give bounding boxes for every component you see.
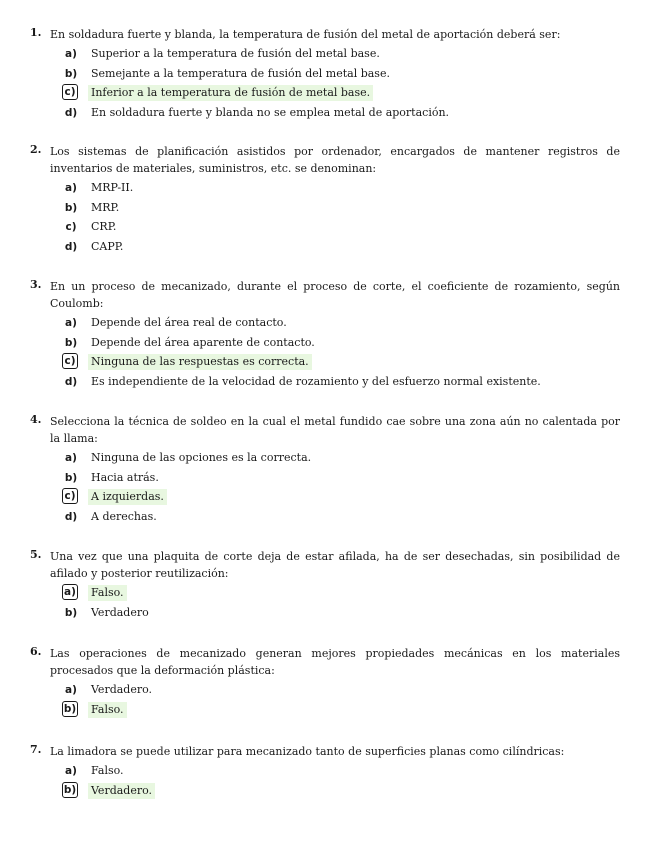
answer-option[interactable] [64,763,620,783]
option-text: MRP-II. [91,181,134,194]
answer-options [64,763,620,802]
question-number: 4. [30,413,42,426]
option-letter: a) [62,584,78,600]
option-letter: a) [65,452,77,464]
option-text: Ninguna de las respuestas es correcta. [88,354,312,370]
option-letter: c) [65,221,77,233]
option-letter: b) [63,783,77,796]
answer-option[interactable] [64,470,620,490]
option-letter: a) [65,182,77,194]
question-text: Selecciona la técnica de soldeo en la cual el metal fundido cae sobre una zona aún no calentada por la llama: [50,415,620,445]
option-text: Ninguna de las opciones es la correcta. [91,451,312,464]
answer-option[interactable] [64,105,620,125]
answer-option-correct[interactable] [64,783,620,803]
option-text: Depende del área aparente de contacto. [91,335,315,349]
question-block [30,26,620,124]
option-text: CAPP. [91,239,124,253]
answer-option[interactable] [64,450,620,470]
option-letter: d) [64,510,78,523]
option-letter: a) [65,684,77,696]
answer-option-correct[interactable] [64,702,620,722]
option-text: A izquierdas. [88,489,167,505]
answer-option[interactable] [64,509,620,529]
option-text: Superior a la temperatura de fusión del metal base. [91,47,380,60]
option-letter: b) [64,201,78,214]
answer-option-correct[interactable] [64,85,620,105]
option-letter: a) [65,765,77,777]
answer-options [64,682,620,721]
option-letter: c) [62,488,78,504]
answer-option[interactable] [64,46,620,66]
answer-options [64,585,620,624]
option-text: Verdadero. [91,683,153,696]
option-text: MRP. [91,200,120,214]
answer-option[interactable] [64,66,620,86]
question-block [30,645,620,721]
answer-options [64,46,620,124]
option-text: Es independiente de la velocidad de rozamiento y del esfuerzo normal existente. [91,374,541,388]
option-letter: d) [64,106,78,119]
question-number: 7. [30,743,42,756]
question-block [30,548,620,624]
option-letter: a) [65,48,77,60]
option-text: Inferior a la temperatura de fusión de metal base. [88,85,373,101]
question-block [30,278,620,393]
answer-option[interactable] [64,219,620,239]
question-block [30,743,620,802]
option-letter: b) [64,471,78,484]
answer-options [64,315,620,393]
option-letter: d) [64,240,78,253]
question-number: 6. [30,645,42,658]
option-text: Depende del área real de contacto. [91,316,287,329]
question-number: 5. [30,548,42,561]
question-text: En soldadura fuerte y blanda, la temperatura de fusión del metal de aportación deberá ser: [50,28,561,41]
option-text: En soldadura fuerte y blanda no se emplea metal de aportación. [91,105,450,119]
option-text: Falso. [91,764,124,777]
question-number: 3. [30,278,42,291]
question-block [30,413,620,528]
question-text: Las operaciones de mecanizado generan mejores propiedades mecánicas en los materiales procesados que la deformación plástica: [50,647,620,677]
question-number: 2. [30,143,42,156]
question-number: 1. [30,26,42,39]
option-letter: b) [64,606,78,619]
answer-option[interactable] [64,335,620,355]
question-block [30,143,620,258]
option-text: Hacia atrás. [91,470,159,484]
option-text: Verdadero [91,605,149,619]
answer-option-correct[interactable] [64,354,620,374]
answer-option-correct[interactable] [64,489,620,509]
option-text: CRP. [91,220,117,233]
option-letter: b) [64,336,78,349]
option-letter: b) [64,67,78,80]
option-letter: d) [64,375,78,388]
question-text: Los sistemas de planificación asistidos por ordenador, encargados de mantener registros de inventarios de materiales, suministros, etc. se denominan: [50,145,620,175]
answer-option[interactable] [64,374,620,394]
answer-option[interactable] [64,200,620,220]
answer-option[interactable] [64,239,620,259]
answer-option[interactable] [64,682,620,702]
option-letter: a) [65,317,77,329]
question-text: Una vez que una plaquita de corte deja de estar afilada, ha de ser desechadas, sin posibilidad de afilado y posterior reutilización: [50,550,620,580]
option-letter: c) [62,353,78,369]
answer-option[interactable] [64,605,620,625]
option-text: Falso. [88,702,127,718]
answer-option[interactable] [64,180,620,200]
option-letter: b) [63,702,77,715]
option-text: Verdadero. [88,783,155,799]
option-text: Falso. [88,585,127,601]
answer-options [64,450,620,528]
answer-option-correct[interactable] [64,585,620,605]
option-letter: c) [62,84,78,100]
option-text: A derechas. [91,509,157,523]
answer-options [64,180,620,258]
question-text: La limadora se puede utilizar para mecanizado tanto de superficies planas como cilíndricas: [50,745,565,758]
option-text: Semejante a la temperatura de fusión del metal base. [91,66,390,80]
question-text: En un proceso de mecanizado, durante el proceso de corte, el coeficiente de rozamiento, según Coulomb: [50,280,620,310]
answer-option[interactable] [64,315,620,335]
